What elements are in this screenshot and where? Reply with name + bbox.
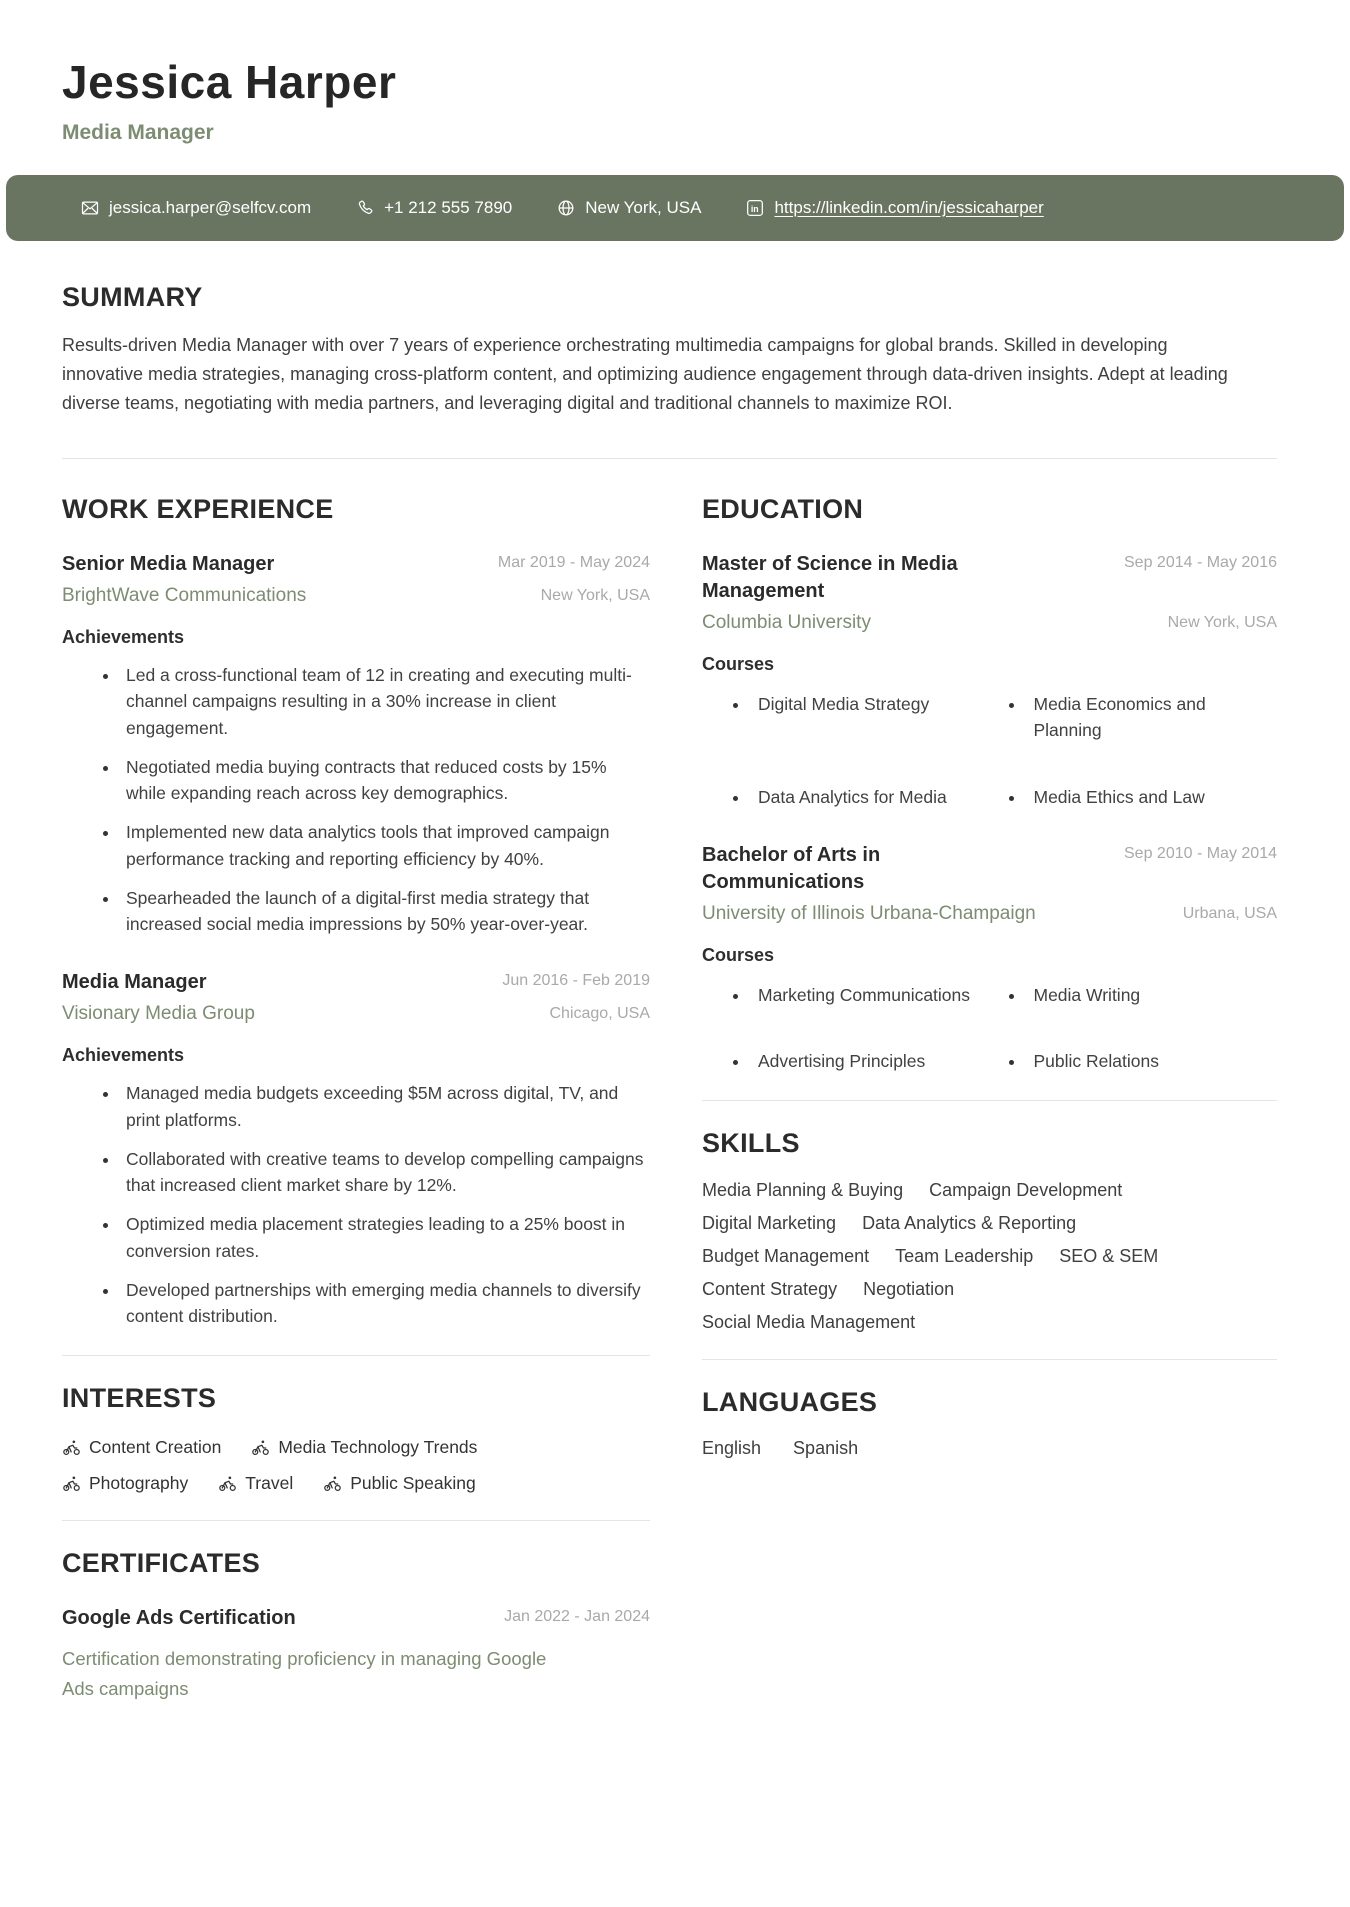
two-column-layout [62,493,1277,1704]
degree-title: Master of Science in Media Management [702,553,958,603]
interests-section [62,1382,650,1493]
linkedin-link[interactable] [745,198,1043,218]
certificates-section [62,1547,650,1704]
job-company: Visionary Media Group [62,1003,255,1025]
interests-list [62,1437,622,1494]
job-location: Chicago, USA [549,1005,650,1023]
course-item: • Digital Media Strategy [750,691,990,744]
divider [62,1520,650,1521]
job-company: BrightWave Communications [62,585,307,607]
course-item: • Media Economics and Planning [1026,691,1278,744]
contact-phone [355,198,512,218]
divider [702,1100,1277,1101]
education-dates: Sep 2010 - May 2014 [1124,844,1277,862]
interest-item [251,1437,477,1458]
course-item: • Public Relations [1026,1048,1278,1074]
institution-name: Columbia University [702,612,871,634]
divider [62,1355,650,1356]
language-item: Spanish [793,1438,859,1459]
job-dates: Mar 2019 - May 2024 [497,554,650,572]
person-job-title: Media Manager [62,120,214,144]
cycling-icon [62,1438,81,1457]
contact-email-text: jessica.harper@selfcv.com [109,197,312,217]
achievement-bullet: • Negotiated media buying contracts that reduced costs by 15% while expanding reach across key demographics. [120,754,650,807]
skill-item: SEO & SEM [1059,1245,1159,1266]
courses-list [702,691,1277,810]
svg-text:in: in [751,203,760,214]
courses-label: Courses [702,944,775,965]
contact-location-text: New York, USA [585,197,702,217]
achievement-bullet: • Developed partnerships with emerging media channels to diversify content distribution. [120,1277,650,1330]
skill-item: Digital Marketing [702,1212,837,1233]
certificates-heading: CERTIFICATES [62,1547,261,1578]
certificate-description: Certification demonstrating proficiency in managing Google Ads campaigns [62,1648,547,1699]
certificate-name: Google Ads Certification [62,1607,296,1630]
skill-item: Budget Management [702,1245,870,1266]
phone-icon [355,198,375,218]
degree-title: Bachelor of Arts in Communications [702,843,881,893]
job-location: New York, USA [540,587,650,605]
education-heading: EDUCATION [702,493,864,524]
interest-label: Public Speaking [350,1472,476,1493]
summary-section [62,281,1277,418]
cycling-icon [323,1474,342,1493]
contact-email [80,198,311,218]
education-entry [702,551,1277,810]
interest-label: Photography [89,1472,189,1493]
course-item: • Marketing Communications [750,982,990,1008]
interest-item [218,1473,293,1494]
education-location: Urbana, USA [1182,904,1277,922]
interest-label: Media Technology Trends [278,1436,478,1457]
job-dates: Jun 2016 - Feb 2019 [502,972,650,990]
cycling-icon [251,1438,270,1457]
interest-item [62,1437,221,1458]
skill-item: Team Leadership [895,1245,1034,1266]
languages-heading: LANGUAGES [702,1386,878,1417]
skill-item: Campaign Development [929,1179,1123,1200]
achievements-label: Achievements [62,627,185,648]
contact-bar [6,175,1344,241]
email-icon [80,198,100,218]
job-title: Media Manager [62,971,207,994]
achievement-bullet: • Optimized media placement strategies leading to a 25% boost in conversion rates. [120,1211,650,1264]
skill-item: Media Planning & Buying [702,1179,904,1200]
globe-icon [556,198,576,218]
work-experience-section [62,493,650,1330]
achievements-list [62,662,650,937]
skills-list [702,1180,1162,1333]
right-column [702,493,1277,1704]
languages-section [702,1386,1277,1459]
job-entry [62,969,650,1329]
interest-item [62,1473,188,1494]
divider [62,458,1277,459]
skills-heading: SKILLS [702,1128,800,1159]
job-title: Senior Media Manager [62,553,275,576]
interest-label: Content Creation [89,1436,222,1457]
interest-item [323,1473,476,1494]
cycling-icon [218,1474,237,1493]
certificate-entry [62,1605,650,1703]
work-experience-heading: WORK EXPERIENCE [62,493,334,524]
achievement-bullet: • Collaborated with creative teams to develop compelling campaigns that increased client market share by 12%. [120,1146,650,1199]
achievements-list [62,1080,650,1329]
cycling-icon [62,1474,81,1493]
job-entry [62,551,650,937]
courses-list [702,982,1277,1075]
person-name: Jessica Harper [62,56,397,108]
achievement-bullet: • Managed media budgets exceeding $5M across digital, TV, and print platforms. [120,1080,650,1133]
achievements-label: Achievements [62,1045,185,1066]
skill-item: Social Media Management [702,1311,916,1332]
summary-text: Results-driven Media Manager with over 7 years of experience orchestrating multimedia campaigns for global brands. Skilled in developing innovative media strategies, managing cross-platform content, and optimizing audience engagement through data-driven insights. Adept at leading diverse teams, negotiating with media partners, and leveraging digital and traditional channels to maximize ROI. [62,335,1228,413]
certificate-dates: Jan 2022 - Jan 2024 [504,1608,650,1626]
institution-name: University of Illinois Urbana-Champaign [702,902,1036,924]
education-section [702,493,1277,1075]
linkedin-url-text: https://linkedin.com/in/jessicaharper [774,197,1044,217]
skill-item: Negotiation [863,1278,955,1299]
skill-item: Data Analytics & Reporting [862,1212,1077,1233]
course-item: • Media Ethics and Law [1026,784,1278,810]
contact-location [556,198,701,218]
linkedin-icon [745,198,765,218]
course-item: • Advertising Principles [750,1048,990,1074]
achievement-bullet: • Implemented new data analytics tools that improved campaign performance tracking and reporting efficiency by 40%. [120,819,650,872]
interests-heading: INTERESTS [62,1383,217,1414]
skill-item: Content Strategy [702,1278,838,1299]
course-item: • Media Writing [1026,982,1278,1008]
divider [702,1359,1277,1360]
left-column [62,493,650,1704]
course-item: • Data Analytics for Media [750,784,990,810]
achievement-bullet: • Led a cross-functional team of 12 in creating and executing multi-channel campaigns resulting in a 30% increase in client engagement. [120,662,650,741]
summary-heading: SUMMARY [62,281,203,312]
education-location: New York, USA [1167,614,1277,632]
languages-list [702,1438,1277,1459]
achievement-bullet: • Spearheaded the launch of a digital-first media strategy that increased social media impressions by 50% year-over-year. [120,885,650,938]
contact-phone-text: +1 212 555 7890 [384,197,513,217]
education-dates: Sep 2014 - May 2016 [1124,554,1277,572]
interest-label: Travel [245,1472,294,1493]
courses-label: Courses [702,654,775,675]
education-entry [702,842,1277,1075]
language-item: English [702,1438,762,1459]
skills-section [702,1127,1277,1332]
